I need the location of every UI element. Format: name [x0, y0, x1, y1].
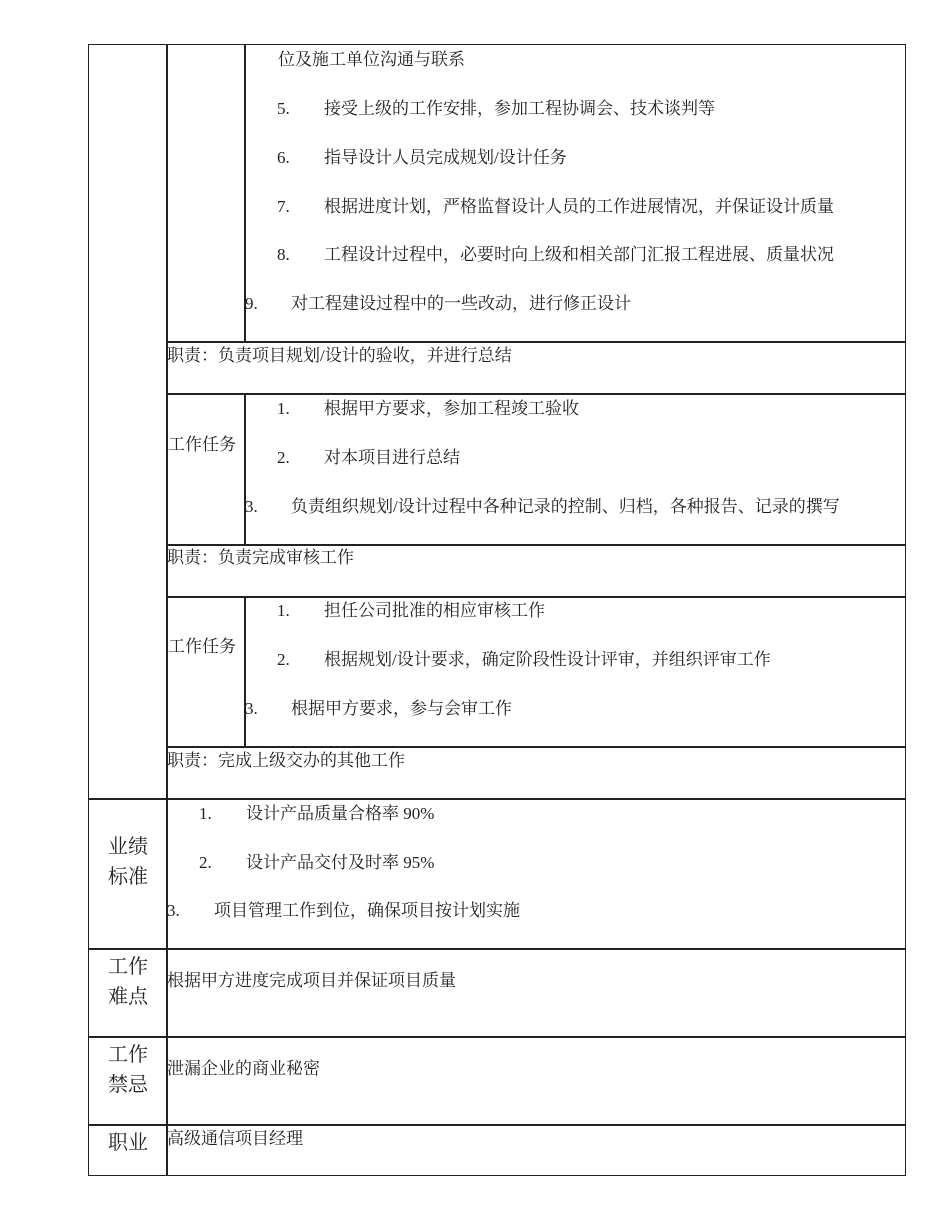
career-text: 高级通信项目经理 [167, 1129, 303, 1148]
row-divider [166, 341, 906, 343]
list-number: 2. [277, 650, 290, 669]
list-item-text: 负责组织规划/设计过程中各种记录的控制、归档，各种报告、记录的撰写 [291, 497, 840, 516]
row-divider [88, 798, 906, 800]
list-number: 8. [277, 245, 290, 264]
row-divider [88, 1124, 906, 1126]
row-divider [88, 1036, 906, 1038]
list-number: 3. [245, 497, 258, 516]
list-item-text: 指导设计人员完成规划/设计任务 [324, 148, 567, 167]
row-divider [166, 393, 906, 395]
list-item-text: 根据进度计划，严格监督设计人员的工作进展情况，并保证设计质量 [324, 197, 834, 216]
row-divider [88, 948, 906, 950]
list-number: 1. [199, 804, 212, 823]
duty-title: 职责：负责项目规划/设计的验收，并进行总结 [167, 346, 512, 365]
duty-title: 职责：完成上级交办的其他工作 [167, 751, 405, 770]
career-label: 职业 [108, 1132, 148, 1154]
list-number: 1. [277, 601, 290, 620]
list-number: 2. [199, 853, 212, 872]
task-label: 工作任务 [168, 435, 236, 454]
list-number: 7. [277, 197, 290, 216]
list-item-text: 根据甲方要求，参加工程竣工验收 [324, 399, 579, 418]
list-number: 3. [167, 901, 180, 920]
row-divider [166, 746, 906, 748]
difficulty-text: 根据甲方进度完成项目并保证项目质量 [167, 971, 456, 990]
taboo-text: 泄漏企业的商业秘密 [167, 1059, 320, 1078]
performance-label: 业绩标准 [108, 836, 148, 888]
col-divider-duty3 [244, 596, 246, 746]
list-number: 6. [277, 148, 290, 167]
list-item-text: 工程设计过程中，必要时向上级和相关部门汇报工程进展、质量状况 [324, 245, 834, 264]
taboo-label: 工作禁忌 [108, 1044, 148, 1096]
list-item-text: 担任公司批准的相应审核工作 [324, 601, 545, 620]
list-item-text: 接受上级的工作安排，参加工程协调会、技术谈判等 [324, 99, 715, 118]
row-divider [166, 596, 906, 598]
duty-title: 职责：负责完成审核工作 [167, 548, 354, 567]
list-item-text: 设计产品质量合格率 90% [246, 804, 435, 823]
list-number: 9. [245, 294, 258, 313]
list-item-text: 对工程建设过程中的一些改动，进行修正设计 [291, 294, 631, 313]
list-number: 3. [245, 699, 258, 718]
list-number: 5. [277, 99, 290, 118]
list-number: 1. [277, 399, 290, 418]
list-item-text: 项目管理工作到位，确保项目按计划实施 [214, 901, 520, 920]
col-divider-duty2 [244, 393, 246, 544]
task-label: 工作任务 [168, 637, 236, 656]
list-item-text: 对本项目进行总结 [324, 448, 460, 467]
list-item-text: 设计产品交付及时率 95% [246, 853, 435, 872]
list-number: 2. [277, 448, 290, 467]
row-divider [166, 544, 906, 546]
difficulty-label: 工作难点 [108, 956, 148, 1008]
list-item-text: 根据甲方要求，参与会审工作 [291, 699, 512, 718]
list-item-text: 根据规划/设计要求，确定阶段性设计评审，并组织评审工作 [324, 650, 771, 669]
list-item-continuation: 位及施工单位沟通与联系 [278, 50, 465, 69]
